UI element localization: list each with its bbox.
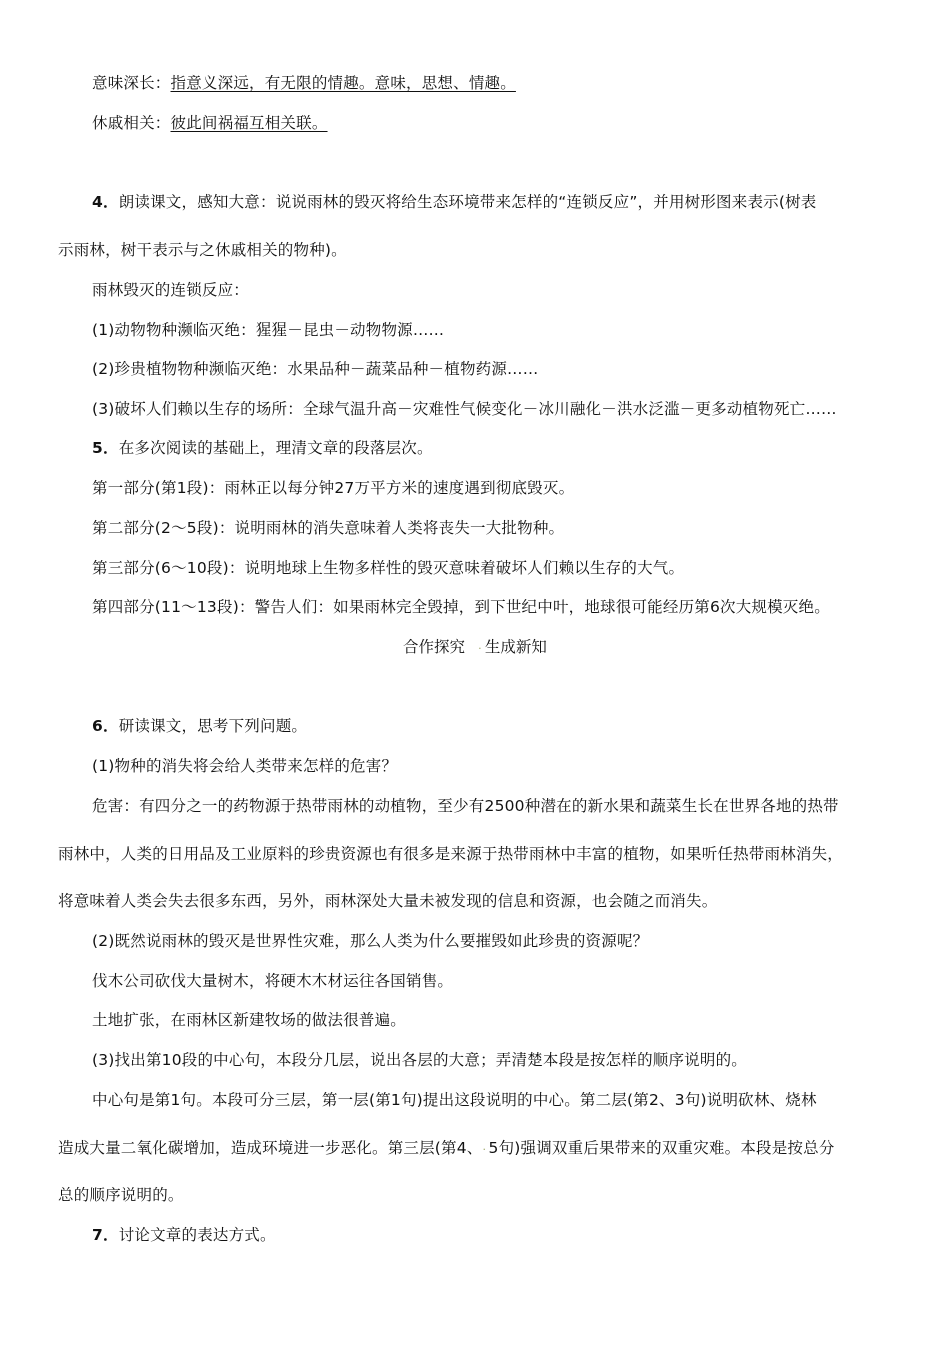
answer-text [58, 1137, 835, 1161]
answer-text: 土地扩张，在雨林区新建牧场的做法很普遍。 [92, 1011, 407, 1029]
sub-question: (2)既然说雨林的毁灭是世界性灾难，那么人类为什么要摧毁如此珍贵的资源呢？ [92, 932, 649, 950]
chain-item: (2)珍贵植物物种濒临灭绝：水果品种－蔬菜品种－植物药源…… [92, 360, 539, 378]
question-5 [92, 437, 433, 459]
section-part: 第二部分(2～5段)：说明雨林的消失意味着人类将丧失一大批物种。 [92, 519, 565, 537]
question-7 [92, 1224, 276, 1246]
section-part: 第一部分(第1段)：雨林正以每分钟27万平方米的速度遇到彻底毁灭。 [92, 479, 575, 497]
chain-reaction-heading: 雨林毁灭的连锁反应： [92, 281, 250, 299]
answer-text-part: 造成大量二氧化碳增加，造成环境进一步恶化。第三层(第4、 [58, 1139, 483, 1157]
section-heading-right: 生成新知 [484, 638, 547, 656]
question-text: 朗读课文，感知大意：说说雨林的毁灭将给生态环境带来怎样的“连锁反应”，并用树形图来表示(树表 [118, 193, 817, 211]
answer-text: 中心句是第1句。本段可分三层，第一层(第1句)提出这段说明的中心。第二层(第2、3句)说明砍林、烧林 [92, 1091, 817, 1109]
section-heading [0, 636, 950, 660]
question-number: 5． [92, 439, 119, 457]
answer-text: 将意味着人类会失去很多东西，另外，雨林深处大量未被发现的信息和资源，也会随之而消失。 [58, 892, 718, 910]
answer-text: 伐木公司砍伐大量树木，将硬木木材运往各国销售。 [92, 972, 454, 990]
section-part: 第四部分(11～13段)：警告人们：如果雨林完全毁掉，到下世纪中叶，地球很可能经历第6次大规模灭绝。 [92, 598, 830, 616]
answer-text: 总的顺序说明的。 [58, 1186, 184, 1204]
vocab-term: 意味深长： [92, 74, 171, 92]
decorative-mark: · [482, 1143, 487, 1156]
question-number: 4． [92, 193, 119, 211]
vocab-definition: 彼此间祸福互相关联。 [170, 114, 328, 132]
question-text: 在多次阅读的基础上，理清文章的段落层次。 [118, 439, 433, 457]
section-part: 第三部分(6～10段)：说明地球上生物多样性的毁灭意味着破坏人们赖以生存的大气。 [92, 559, 685, 577]
sub-question: (1)物种的消失将会给人类带来怎样的危害？ [92, 757, 398, 775]
question-6 [92, 715, 307, 737]
question-number: 7． [92, 1226, 119, 1244]
answer-text: 雨林中，人类的日用品及工业原料的珍贵资源也有很多是来源于热带雨林中丰富的植物，如果听任热带雨林消失， [58, 845, 844, 863]
question-4-continued [58, 239, 347, 261]
question-4 [92, 191, 817, 213]
decorative-mark: · [478, 642, 482, 655]
chain-item: (1)动物物种濒临灭绝：猩猩－昆虫－动物物源…… [92, 321, 445, 339]
chain-item: (3)破坏人们赖以生存的场所：全球气温升高－灾难性气候变化－冰川融化－洪水泛滥－更多动植物死亡…… [92, 400, 837, 418]
question-number: 6． [92, 717, 119, 735]
answer-text: 危害：有四分之一的药物源于热带雨林的动植物，至少有2500种潜在的新水果和蔬菜生长在世界各地的热带 [92, 797, 839, 815]
vocab-item [92, 72, 516, 94]
vocab-term: 休戚相关： [92, 114, 171, 132]
question-text: 研读课文，思考下列问题。 [118, 717, 308, 735]
vocab-item [92, 112, 328, 134]
section-heading-left: 合作探究 [403, 638, 466, 656]
vocab-definition: 指意义深远，有无限的情趣。意味，思想、情趣。 [170, 74, 516, 92]
question-text: 讨论文章的表达方式。 [118, 1226, 276, 1244]
question-text: 示雨林，树干表示与之休戚相关的物种)。 [58, 241, 347, 259]
sub-question: (3)找出第10段的中心句，本段分几层，说出各层的大意；弄清楚本段是按怎样的顺序说明的。 [92, 1051, 747, 1069]
answer-text-part: 5句)强调双重后果带来的双重灾难。本段是按总分 [488, 1139, 835, 1157]
